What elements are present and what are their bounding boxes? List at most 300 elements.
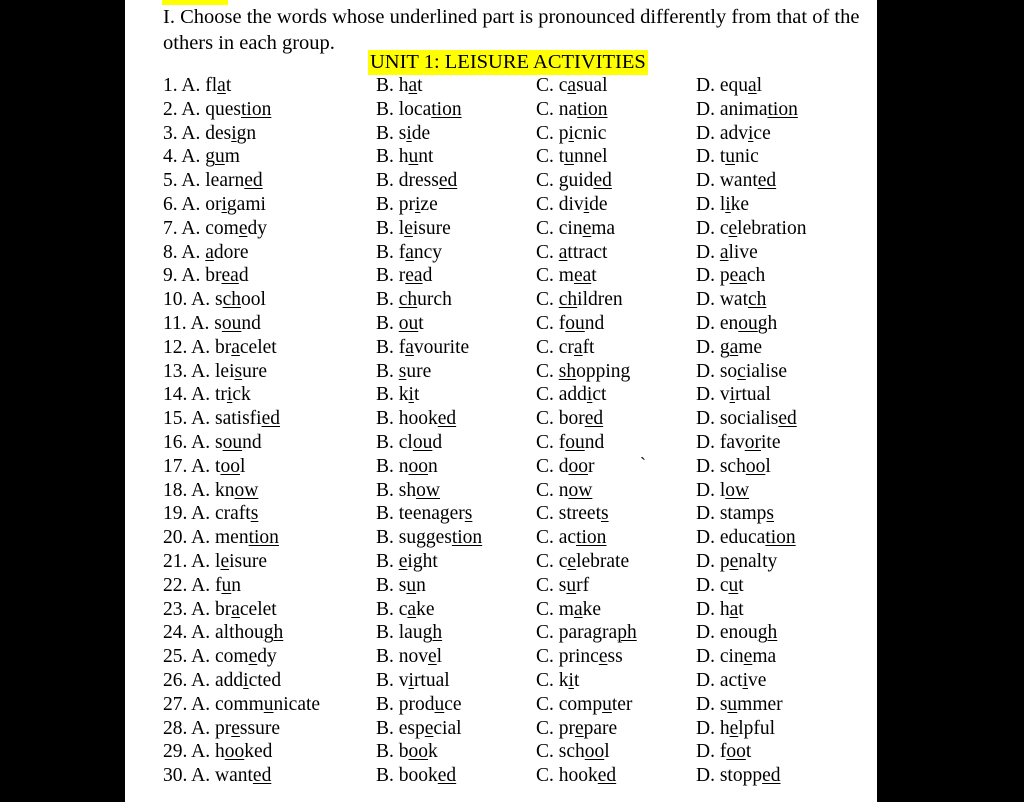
option-text: n <box>231 574 241 596</box>
underlined-part: e <box>428 646 437 668</box>
option-c <box>536 217 615 241</box>
option-text: ssure <box>239 717 280 739</box>
option-text: vourite <box>413 336 470 358</box>
option-text: 22. A. f <box>163 574 222 596</box>
option-text: B. s <box>376 122 407 144</box>
option-a <box>163 336 277 360</box>
underlined-part: u <box>725 146 735 168</box>
option-c <box>536 717 617 741</box>
option-text: D. so <box>696 360 738 382</box>
option-d <box>696 312 777 336</box>
instruction-text: I. Choose the words whose underlined part is pronounced differently from that of the others in each group. <box>163 6 860 54</box>
option-a <box>163 574 241 598</box>
exercise-row <box>163 264 863 288</box>
underlined-part: a <box>217 75 226 96</box>
option-text: B. dress <box>376 170 439 192</box>
underlined-part: ed <box>261 408 280 430</box>
option-text: de <box>411 122 431 144</box>
underlined-part: u <box>602 693 612 715</box>
option-text: t <box>418 312 424 334</box>
option-text: C. guid <box>536 170 594 192</box>
option-d <box>696 526 796 550</box>
option-text: 17. A. t <box>163 455 221 477</box>
option-text: C. <box>536 241 559 263</box>
exercise-row <box>163 455 863 479</box>
underlined-part: i <box>408 384 414 406</box>
option-c <box>536 336 594 360</box>
option-text: C. sch <box>536 741 585 763</box>
underlined-part: tion <box>248 527 279 549</box>
option-d <box>696 145 759 169</box>
option-text: t <box>738 598 744 620</box>
option-text: D. fav <box>696 431 745 453</box>
option-text: 8. A. <box>163 241 206 263</box>
exercise-row <box>163 193 863 217</box>
underlined-part: a <box>405 241 414 263</box>
option-text: B. teenager <box>376 503 465 525</box>
option-text: ure <box>406 360 432 382</box>
option-a <box>163 717 280 741</box>
option-text: isure <box>412 217 451 239</box>
option-text: C. div <box>536 193 584 215</box>
underlined-part: e <box>220 550 230 572</box>
option-text: C. street <box>536 503 601 525</box>
option-b <box>376 145 433 169</box>
underlined-part: gh <box>757 622 778 644</box>
option-text: C. hook <box>536 765 598 787</box>
option-b <box>376 669 450 693</box>
option-b <box>376 98 462 122</box>
option-text: nalty <box>738 550 778 572</box>
option-text: t <box>225 75 232 96</box>
underlined-part: ou <box>565 431 585 453</box>
underlined-part: ea <box>729 265 747 287</box>
option-c <box>536 98 608 122</box>
option-d <box>696 360 787 384</box>
option-text: ke <box>582 598 601 620</box>
option-text: B. b <box>376 741 409 763</box>
option-d <box>696 645 776 669</box>
underlined-part: i <box>406 122 412 144</box>
option-a <box>163 669 281 693</box>
option-d <box>696 598 744 622</box>
option-text: t <box>417 75 423 96</box>
option-text: B. h <box>376 146 409 168</box>
underlined-part: i <box>408 669 414 691</box>
option-text: ure <box>242 360 267 382</box>
option-a <box>163 598 277 622</box>
option-b <box>376 336 469 360</box>
option-a <box>163 407 280 431</box>
option-c <box>536 122 606 146</box>
exercise-row <box>163 217 863 241</box>
underlined-part: a <box>558 241 568 263</box>
underlined-part: oo <box>745 455 766 477</box>
option-d <box>696 479 749 503</box>
underlined-part: ed <box>437 765 457 787</box>
option-text: C. t <box>536 146 565 168</box>
option-text: cted <box>248 669 282 691</box>
underlined-part: ph <box>617 622 637 644</box>
option-d <box>696 550 777 574</box>
option-c <box>536 502 609 526</box>
option-text: 2. A. ques <box>163 98 241 120</box>
underlined-part: tion <box>767 98 798 120</box>
option-d <box>696 336 762 360</box>
option-text: ma <box>591 217 616 239</box>
option-text: n <box>428 455 438 477</box>
option-b <box>376 407 456 431</box>
option-text: B. prod <box>376 693 435 715</box>
option-b <box>376 383 419 407</box>
option-text: B. v <box>376 669 409 691</box>
option-text: D. want <box>696 170 758 192</box>
option-text: C. c <box>536 550 568 572</box>
underlined-part: sh <box>558 360 577 382</box>
exercise-row <box>163 645 863 669</box>
option-text: D. p <box>696 265 730 287</box>
option-text: C. cr <box>536 336 574 358</box>
option-text: nnel <box>573 146 608 168</box>
option-text: D. g <box>696 336 730 358</box>
option-b <box>376 550 438 574</box>
unit-title: UNIT 1: LEISURE ACTIVITIES <box>370 51 646 73</box>
option-text: celet <box>239 336 277 358</box>
option-text: 26. A. add <box>163 669 244 691</box>
option-c <box>536 169 612 193</box>
underlined-part: i <box>729 384 736 406</box>
underlined-part: tion <box>241 98 272 120</box>
underlined-part: a <box>405 336 414 358</box>
underlined-part: i <box>226 384 233 406</box>
underlined-part: a <box>407 598 417 620</box>
option-c <box>536 574 589 598</box>
underlined-part: s <box>766 503 775 525</box>
underlined-part: tion <box>577 98 608 120</box>
underlined-part: oo <box>584 741 605 763</box>
option-text: D. anima <box>696 98 768 120</box>
underlined-part: s <box>600 503 609 525</box>
underlined-part: ow <box>568 479 593 501</box>
option-text: D. l <box>696 193 726 215</box>
option-text: ked <box>244 741 273 763</box>
option-b <box>376 526 482 550</box>
option-a <box>163 312 261 336</box>
option-c <box>536 407 603 431</box>
underlined-part: ed <box>584 408 604 430</box>
option-text: 4. A. g <box>163 146 216 168</box>
option-c <box>536 550 629 574</box>
option-text: gn <box>236 122 257 144</box>
option-text: B. <box>376 550 399 572</box>
option-d <box>696 740 751 764</box>
option-text: C. d <box>536 455 569 477</box>
underlined-part: oo <box>408 741 429 763</box>
option-d <box>696 669 766 693</box>
option-b <box>376 455 438 479</box>
option-text: D. f <box>696 741 727 763</box>
option-c <box>536 455 595 479</box>
underlined-part: a <box>748 75 757 96</box>
option-text: ft <box>582 336 595 358</box>
underlined-part: a <box>231 598 240 620</box>
option-c <box>536 145 608 169</box>
option-text: B. loca <box>376 98 432 120</box>
option-b <box>376 264 432 288</box>
option-text: D. enou <box>696 622 758 644</box>
option-text: cnic <box>573 122 607 144</box>
option-text: ke <box>416 598 435 620</box>
option-text: ch <box>746 265 766 287</box>
option-text: sual <box>576 75 608 96</box>
option-text: C. cin <box>536 217 583 239</box>
underlined-part: ch <box>222 289 242 311</box>
option-text: ce <box>753 122 771 144</box>
underlined-part: ed <box>252 765 272 787</box>
underlined-part: ow <box>416 479 440 501</box>
option-b <box>376 502 472 526</box>
underlined-part: ed <box>438 170 458 192</box>
option-d <box>696 407 797 431</box>
option-text: ve <box>747 669 767 691</box>
option-text: urch <box>417 289 452 311</box>
option-text: lpful <box>738 717 776 739</box>
option-text: 11. A. s <box>163 312 222 334</box>
exercise-row <box>163 502 863 526</box>
underlined-part: tion <box>576 527 607 549</box>
underlined-part: i <box>742 669 748 691</box>
underlined-part: ch <box>748 289 767 311</box>
option-a <box>163 621 283 645</box>
option-text: d <box>422 265 433 287</box>
option-b <box>376 312 424 336</box>
option-text: ce <box>444 693 462 715</box>
option-a <box>163 98 271 122</box>
option-text: B. book <box>376 765 438 787</box>
option-text: rtual <box>413 669 450 691</box>
exercise-row <box>163 764 863 788</box>
option-text: D. act <box>696 669 743 691</box>
option-text: l <box>239 455 246 477</box>
stray-mark: ` <box>640 454 646 474</box>
underlined-part: ou <box>565 312 585 334</box>
option-a <box>163 193 266 217</box>
option-text: B. r <box>376 265 406 287</box>
option-text: D. l <box>696 479 726 501</box>
underlined-part: ch <box>558 289 578 311</box>
underlined-part: ed <box>757 170 777 192</box>
exercise-row <box>163 717 863 741</box>
option-text: ight <box>407 550 438 572</box>
option-d <box>696 74 762 98</box>
option-text: ma <box>752 646 777 668</box>
exercise-row <box>163 740 863 764</box>
underlined-part: i <box>221 193 227 215</box>
underlined-part: ed <box>597 765 617 787</box>
option-text: dy <box>257 646 277 668</box>
option-text: D. s <box>696 693 728 715</box>
option-b <box>376 717 462 741</box>
option-text: C. m <box>536 598 574 620</box>
underlined-part: ed <box>593 170 612 192</box>
option-d <box>696 122 771 146</box>
option-text: 16. A. s <box>163 431 223 453</box>
option-b <box>376 621 442 645</box>
option-text: ss <box>607 646 623 668</box>
option-text: B. n <box>376 455 409 477</box>
option-d <box>696 288 766 312</box>
option-text: nd <box>584 312 605 334</box>
option-d <box>696 169 776 193</box>
exercise-row <box>163 550 863 574</box>
exercise-row <box>163 669 863 693</box>
underlined-part: u <box>566 574 577 596</box>
option-text: t <box>738 574 744 596</box>
exercise-row <box>163 598 863 622</box>
option-d <box>696 431 780 455</box>
option-text: opping <box>576 360 631 382</box>
option-text: ck <box>232 384 251 406</box>
option-text: rtual <box>735 384 771 406</box>
option-b <box>376 360 431 384</box>
option-text: rf <box>576 574 590 596</box>
option-text: C. comp <box>536 693 603 715</box>
option-text: C. princ <box>536 646 599 668</box>
option-d <box>696 621 777 645</box>
option-text: cial <box>433 717 462 739</box>
option-text: D. stamp <box>696 503 767 525</box>
option-d <box>696 98 798 122</box>
option-text: B. sugges <box>376 527 452 549</box>
underlined-part: gh <box>263 622 284 644</box>
underlined-part: e <box>238 217 248 239</box>
option-a <box>163 264 249 288</box>
exercise-row <box>163 169 863 193</box>
underlined-part: ch <box>398 289 418 311</box>
option-text: 21. A. l <box>163 550 221 572</box>
option-d <box>696 574 744 598</box>
underlined-part: u <box>728 574 739 596</box>
option-text: nicate <box>273 693 321 715</box>
option-text: 7. A. com <box>163 217 239 239</box>
underlined-part: e <box>729 717 739 739</box>
underlined-part: tion <box>765 527 796 549</box>
option-b <box>376 431 442 455</box>
underlined-part: a <box>408 75 418 96</box>
option-text: C. s <box>536 574 567 596</box>
option-text: B. f <box>376 241 406 263</box>
option-text: me <box>738 336 763 358</box>
option-text: ke <box>730 193 750 215</box>
option-b <box>376 479 440 503</box>
option-text: D. socialis <box>696 408 779 430</box>
option-c <box>536 598 601 622</box>
option-text: B. nov <box>376 646 429 668</box>
underlined-part: e <box>582 217 592 239</box>
underlined-part: tion <box>431 98 462 120</box>
option-d <box>696 693 783 717</box>
option-text: D. h <box>696 598 730 620</box>
option-text: l <box>765 455 771 477</box>
option-a <box>163 122 256 146</box>
underlined-part: i <box>568 122 574 144</box>
option-c <box>536 193 608 217</box>
option-text: 3. A. des <box>163 122 232 144</box>
option-text: dy <box>247 217 267 239</box>
option-c <box>536 288 623 312</box>
underlined-part: a <box>567 75 577 96</box>
underlined-part: oo <box>220 455 240 477</box>
underlined-part: u <box>434 693 445 715</box>
exercise-row <box>163 98 863 122</box>
underlined-part: e <box>567 550 577 572</box>
option-a <box>163 288 266 312</box>
exercise-row <box>163 74 863 98</box>
option-text: B. lau <box>376 622 423 644</box>
option-text: 12. A. br <box>163 336 232 358</box>
underlined-part: e <box>248 646 258 668</box>
option-a <box>163 740 272 764</box>
option-d <box>696 455 771 479</box>
option-text: n <box>416 574 426 596</box>
option-b <box>376 645 442 669</box>
exercise-row <box>163 574 863 598</box>
underlined-part: i <box>748 122 754 144</box>
option-text: 1. A. fl <box>163 75 218 96</box>
option-text: D. <box>696 241 720 263</box>
option-text: B. hook <box>376 408 438 430</box>
underlined-part: ou <box>412 431 433 453</box>
option-text: D. wat <box>696 289 748 311</box>
option-text: D. sch <box>696 455 746 477</box>
option-a <box>163 217 267 241</box>
underlined-part: a <box>729 598 739 620</box>
option-text: gh <box>757 312 778 334</box>
option-text: B. <box>376 312 399 334</box>
option-c <box>536 241 607 265</box>
option-b <box>376 169 457 193</box>
option-text: D. t <box>696 146 726 168</box>
option-text: C. bor <box>536 408 585 430</box>
underlined-part: u <box>406 574 417 596</box>
option-a <box>163 241 249 265</box>
underlined-part: ow <box>234 479 259 501</box>
option-text: B. <box>376 360 399 382</box>
option-a <box>163 169 263 193</box>
underlined-part: a <box>231 336 240 358</box>
option-a <box>163 74 231 98</box>
exercise-row <box>163 693 863 717</box>
option-text: ter <box>611 693 633 715</box>
option-text: ialise <box>745 360 787 382</box>
underlined-part: e <box>404 217 413 239</box>
option-text: B. <box>376 289 399 311</box>
underlined-part: u <box>215 146 225 168</box>
option-text: B. s <box>376 574 407 596</box>
underlined-part: s <box>398 360 407 382</box>
option-c <box>536 312 604 336</box>
option-text: 25. A. com <box>163 646 249 668</box>
option-text: B. pr <box>376 193 415 215</box>
option-text: nd <box>584 431 605 453</box>
option-text: isure <box>229 550 267 572</box>
option-text: D. educa <box>696 527 766 549</box>
underlined-part: e <box>729 550 739 572</box>
option-text: l <box>604 741 610 763</box>
option-text: ct <box>592 384 607 406</box>
option-text: t <box>413 384 420 406</box>
underlined-part: i <box>243 669 249 691</box>
